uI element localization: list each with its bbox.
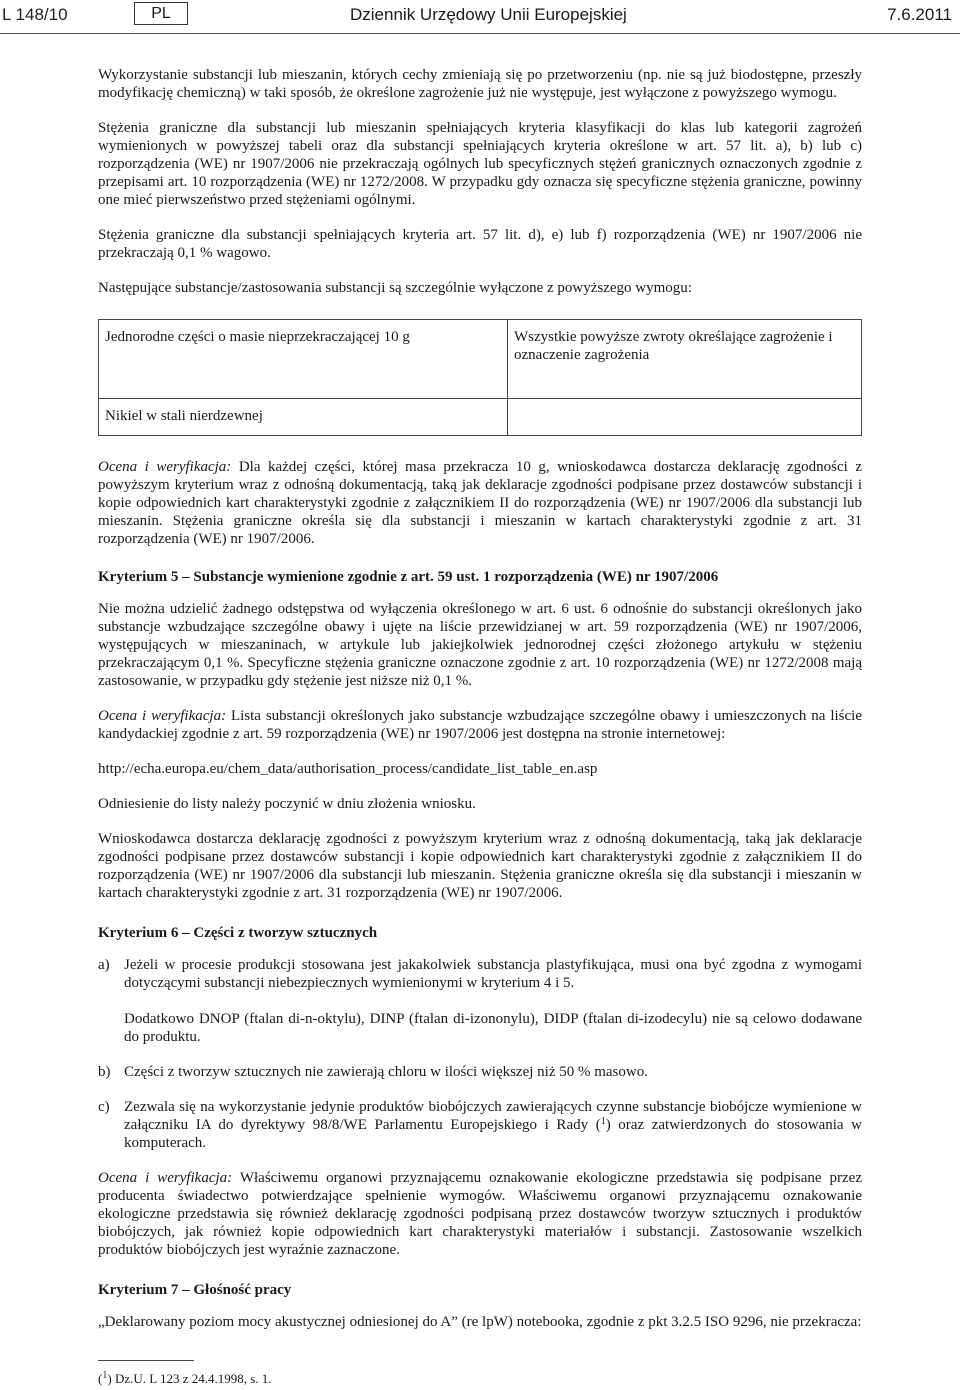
criterion-6-heading: [98, 924, 862, 942]
table-cell: Jednorodne części o masie nieprzekraczającej 10 g: [99, 320, 508, 399]
candidate-list-url: http://echa.europa.eu/chem_data/authorisation_process/candidate_list_table_en.asp: [98, 761, 598, 777]
heading-dash: –: [182, 569, 190, 585]
criterion-5-assessment: [98, 707, 862, 743]
criterion-5-paragraph: Nie można udzielić żadnego odstępstwa od wyłączenia określonego w art. 6 ust. 6 odnośnie do substancji określonych jako substancje wzbudzające szczególne obawy i ujęte na liście przewidzianej w art. 59 rozporządzenia (WE) nr 1907/2006, występujących w mieszaninach, w artykule lub jakiejkolwiek jednorodnej części złożonego artykułu w stężeniu przekraczającym 0,1 %. Specyficzne stężenia graniczne oznaczone zgodnie z art. 10 rozporządzenia (WE) nr 1272/2008 mają zastosowanie, w przypadku gdy stężenie jest niższe niż 0,1 %.: [98, 601, 862, 689]
footnote-marker: 1: [102, 1370, 108, 1381]
criterion-title: Głośność pracy: [193, 1282, 292, 1298]
list-item-text: Jeżeli w procesie produkcji stosowana jest jakakolwiek substancja plastyfikująca, musi ona być zgodna z wymogami dotyczącymi substancji niebezpiecznych wymienionymi w kryterium 4 i 5.: [124, 957, 862, 991]
table-cell: [508, 399, 862, 436]
intro-paragraph-2: Stężenia graniczne dla substancji lub mieszanin spełniających kryteria klasyfikacji do klas lub kategorii zagrożeń wymienionych w powyższej tabeli oraz dla substancji spełniających kryteria określone w art. 57 lit. a), b) lub c) rozporządzenia (WE) nr 1907/2006 nie przekraczają ogólnych lub specyficznych stężeń granicznych oznaczonych zgodnie z przepisami art. 10 rozporządzenia (WE) nr 1272/2008. W przypadku gdy oznacza się specyficzne stężenia graniczne, powinny one mieć pierwszeństwo przed stężeniami ogólnymi.: [98, 120, 862, 208]
footnote: ($^1$) Dz.U. L 123 z 24.4.1998, s. 1.: [98, 1370, 272, 1386]
assessment-text: Właściwemu organowi przyznającemu oznakowanie ekologiczne przedstawia się podpisane przez producenta świadectwo potwierdzające spełnienie wymogów. Właściwemu organowi przyznającemu oznakowanie ekologiczne przedstawia się również deklarację zgodności podpisaną przez dostawców tworzyw sztucznych i produktów biobójczych, jak również kopie odpowiednich kart charakterystyki materiałów i substancji. Zastosowanie wszelkich produktów biobójczych jest wyraźnie zaznaczone.: [98, 1170, 862, 1258]
list-item-text-part: ) oraz zatwierdzonych do stosowania w komputerach.: [124, 1117, 862, 1151]
assessment-text: Dla każdej części, której masa przekracza 10 g, wnioskodawca dostarcza deklarację zgodności z powyższym kryterium wraz z odnośną dokumentacją, taką jak deklaracje zgodności podpisane przez dostawców substancji i kopie odpowiednich kart charakterystyki zgodnie z załącznikiem II do rozporządzenia (WE) nr 1907/2006 dla substancji lub mieszanin. Stężenia graniczne określa się dla substancji i mieszanin w kartach charakterystyki zgodnie z art. 31 rozporządzenia (WE) nr 1907/2006.: [98, 459, 862, 547]
table-cell: Nikiel w stali nierdzewnej: [99, 399, 508, 436]
heading-dash: –: [182, 1282, 190, 1298]
language-badge: PL: [134, 2, 188, 25]
criterion-title: Substancje wymienione zgodnie z art. 59 ust. 1 rozporządzenia (WE) nr 1907/2006: [193, 569, 719, 585]
criterion-5-declaration: Wnioskodawca dostarcza deklarację zgodności z powyższym kryterium wraz z odnośną dokumentacją, taką jak deklaracje zgodności podpisane przez dostawców substancji i kopie odpowiednich kart charakterystyki zgodnie z załącznikiem II do rozporządzenia (WE) nr 1907/2006 dla substancji lub mieszanin. Stężenia graniczne określa się dla substancji i mieszanin w kartach charakterystyki zgodnie z art. 31 rozporządzenia (WE) nr 1907/2006.: [98, 831, 862, 901]
table-row: [99, 399, 862, 436]
criterion-7-paragraph: „Deklarowany poziom mocy akustycznej odniesionej do A” (re lpW) notebooka, zgodnie z pkt 3.2.5 ISO 9296, nie przekracza:: [98, 1314, 862, 1330]
footnote-reference[interactable]: 1: [600, 1116, 606, 1127]
intro-paragraph-1: Wykorzystanie substancji lub mieszanin, których cechy zmieniają się po przetworzeniu (np. nie są już biodostępne, przeszły modyfikację chemiczną) w taki sposób, że określone zagrożenie już nie występuje, jest wyłączone z powyższego wymogu.: [98, 67, 862, 101]
criterion-number: Kryterium 6: [98, 925, 179, 941]
list-marker: c): [98, 1099, 110, 1115]
criterion-5-reference-note: Odniesienie do listy należy poczynić w dniu złożenia wniosku.: [98, 796, 476, 812]
criterion-title: Części z tworzyw sztucznych: [193, 925, 378, 941]
criterion-number: Kryterium 7: [98, 1282, 179, 1298]
list-item-a: [98, 956, 862, 1046]
page-reference: L 148/10: [2, 5, 68, 24]
criterion-7-heading: [98, 1281, 862, 1299]
list-item-text: Części z tworzyw sztucznych nie zawierają chloru w ilości większej niż 50 % masowo.: [124, 1064, 648, 1080]
assessment-label: Ocena i weryfikacja:: [98, 708, 227, 724]
exemptions-table: [98, 319, 862, 436]
document-body: [98, 66, 862, 1348]
assessment-paragraph: [98, 458, 862, 548]
criterion-6-assessment: [98, 1169, 862, 1259]
journal-header: [0, 0, 960, 34]
assessment-label: Ocena i weryfikacja:: [98, 459, 232, 475]
table-cell: Wszystkie powyższe zwroty określające zagrożenie i oznaczenie zagrożenia: [508, 320, 862, 399]
assessment-label: Ocena i weryfikacja:: [98, 1170, 233, 1186]
list-item-text-part: Zezwala się na wykorzystanie jedynie produktów biobójczych zawierających czynne substancje biobójcze wymienione w załączniku IA do dyrektywy 98/8/WE Parlamentu Europejskiego i Rady (: [124, 1099, 862, 1133]
footnote-text: Dz.U. L 123 z 24.4.1998, s. 1.: [114, 1371, 272, 1386]
list-item-text: [124, 1098, 862, 1152]
list-marker: a): [98, 957, 110, 973]
publication-date: 7.6.2011: [887, 5, 952, 24]
footnote-divider: [98, 1360, 194, 1361]
list-item-c: [98, 1098, 862, 1152]
journal-title: Dziennik Urzędowy Unii Europejskiej: [350, 5, 627, 24]
list-item-subparagraph: Dodatkowo DNOP (ftalan di-n-oktylu), DINP (ftalan di-izononylu), DIDP (ftalan di-izodecylu) nie są celowo dodawane do produktu.: [124, 1011, 862, 1045]
criterion-5-heading: [98, 568, 862, 586]
intro-paragraph-3: Stężenia graniczne dla substancji spełniających kryteria art. 57 lit. d), e) lub f) rozporządzenia (WE) nr 1907/2006 nie przekraczają 0,1 % wagowo.: [98, 227, 862, 261]
heading-dash: –: [182, 925, 190, 941]
criterion-number: Kryterium 5: [98, 569, 179, 585]
table-row: [99, 320, 862, 399]
list-item-b: [98, 1063, 862, 1081]
header-rule: [0, 33, 960, 34]
intro-paragraph-4: Następujące substancje/zastosowania substancji są szczególnie wyłączone z powyższego wymogu:: [98, 280, 692, 296]
assessment-text: Lista substancji określonych jako substancje wzbudzające szczególne obawy i umieszczonych na liście kandydackiej zgodnie z art. 59 rozporządzenia (WE) nr 1907/2006 jest dostępna na stronie internetowej:: [98, 708, 862, 742]
list-marker: b): [98, 1064, 111, 1080]
